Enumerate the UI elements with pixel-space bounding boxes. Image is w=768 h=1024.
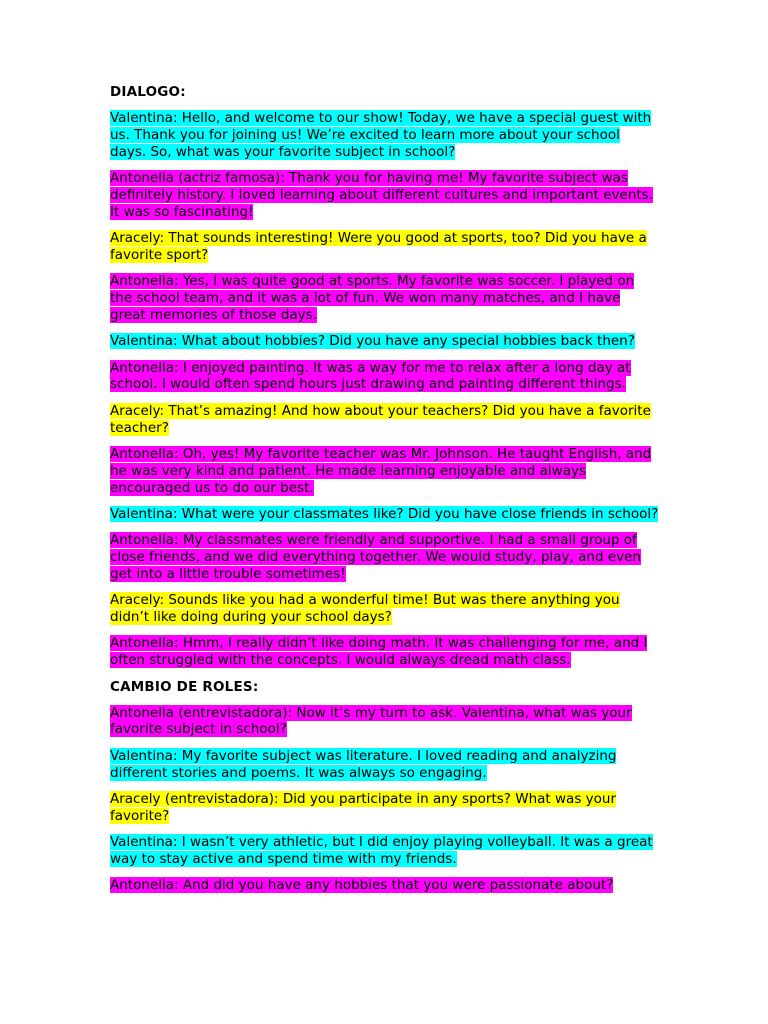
dialogue-line — [110, 532, 660, 582]
dialogue-line — [110, 333, 660, 350]
dialogue-line — [110, 360, 660, 394]
dialogue-line — [110, 506, 660, 523]
dialogue-line — [110, 834, 660, 868]
dialogue-line — [110, 230, 660, 264]
dialogue-line — [110, 592, 660, 626]
dialogue-line — [110, 273, 660, 323]
dialogue-line-text: Antonella: Yes, I was quite good at sports. My favorite was soccer. I played on the school team, and it was a lot of fun. We won many matches, and I have great memories of those days. — [110, 273, 635, 323]
dialogue-line-text: Antonella: My classmates were friendly and supportive. I had a small group of close friends, and we did everything together. We would study, play, and even get into a little trouble sometimes! — [110, 532, 641, 582]
dialogue-section — [110, 110, 660, 669]
dialogue-line-text: Antonella (actriz famosa): Thank you for having me! My favorite subject was definitely history. I loved learning about different cultures and important events. It was so fascinating! — [110, 169, 653, 220]
dialogue-line — [110, 877, 660, 894]
dialogue-line-text: Antonella: Hmm, I really didn’t like doing math. It was challenging for me, and I often struggled with the concepts. I would always dread math class. — [110, 635, 648, 669]
dialogue-line-text: Aracely: That’s amazing! And how about your teachers? Did you have a favorite teacher? — [110, 402, 651, 436]
dialogue-line — [110, 110, 660, 160]
dialogue-line-text: Valentina: My favorite subject was literature. I loved reading and analyzing different stories and poems. It was always so engaging. — [110, 747, 617, 781]
dialogue-line-text: Aracely (entrevistadora): Did you participate in any sports? What was your favorite? — [110, 791, 616, 824]
dialogue-line-text: Valentina: Hello, and welcome to our show! Today, we have a special guest with us. Thank you for joining us! We’re excited to learn more about your school days. So, what was your favorite subject in school? — [110, 110, 652, 160]
dialogue-line-text: Antonella: And did you have any hobbies that you were passionate about? — [110, 877, 614, 894]
dialogue-line-text: Antonella: I enjoyed painting. It was a way for me to relax after a long day at school. I would often spend hours just drawing and painting different things. — [110, 359, 631, 393]
document-page — [110, 84, 660, 904]
section-heading-cambio-de-roles: CAMBIO DE ROLES: — [110, 678, 259, 695]
role-swap-section — [110, 705, 660, 895]
dialogue-line — [110, 705, 660, 739]
dialogue-line — [110, 748, 660, 782]
section-heading-dialogo: DIALOGO: — [110, 84, 186, 100]
dialogue-line-text: Valentina: I wasn’t very athletic, but I did enjoy playing volleyball. It was a great way to stay active and spend time with my friends. — [110, 834, 653, 867]
dialogue-line — [110, 170, 660, 220]
dialogue-line — [110, 403, 660, 437]
dialogue-line-text: Aracely: That sounds interesting! Were you good at sports, too? Did you have a favorite sport? — [110, 229, 647, 263]
dialogue-line-text: Valentina: What were your classmates like? Did you have close friends in school? — [110, 505, 659, 522]
dialogue-line-text: Valentina: What about hobbies? Did you have any special hobbies back then? — [110, 333, 635, 350]
dialogue-line — [110, 791, 660, 825]
dialogue-line-text: Antonella: Oh, yes! My favorite teacher was Mr. Johnson. He taught English, and he was very kind and patient. He made learning enjoyable and always encouraged us to do our best. — [110, 445, 652, 496]
dialogue-line-text: Aracely: Sounds like you had a wonderful time! But was there anything you didn’t like doing during your school days? — [110, 592, 620, 626]
dialogue-line — [110, 635, 660, 669]
dialogue-line-text: Antonella (entrevistadora): Now it’s my turn to ask. Valentina, what was your favorite subject in school? — [110, 704, 632, 738]
dialogue-line — [110, 446, 660, 496]
